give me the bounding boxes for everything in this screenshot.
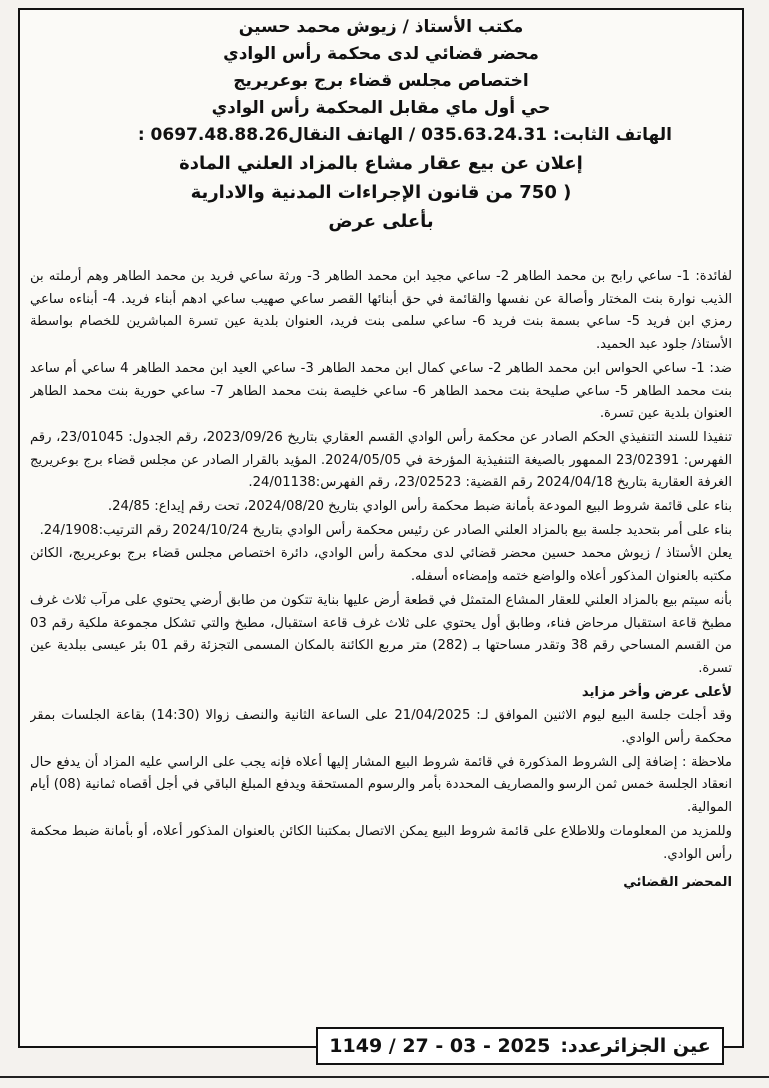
announcement-frame — [18, 8, 744, 1048]
jurisdiction: اختصاص مجلس قضاء برج بوعريريج — [233, 71, 529, 91]
bailiff-role: محضر قضائي لدى محكمة رأس الوادي — [223, 44, 539, 64]
announcement-header — [20, 14, 742, 236]
bottom-divider — [0, 1076, 769, 1078]
session-date-paragraph: وقد أجلت جلسة البيع ليوم الاثنين الموافق لـ: 21/04/2025 على الساعة الثانية والنصف زوالا (14:30) بقاعة الجلسات بمقر محكمة رأس الوادي. — [30, 708, 732, 747]
office-address: حي أول ماي مقابل المحكمة رأس الوادي — [211, 98, 551, 118]
signature: المحضر القضائي — [623, 875, 732, 891]
court-order-paragraph: بناء على أمر بتحديد جلسة بيع بالمزاد العلني الصادر عن رئيس محكمة رأس الوادي بتاريخ 2024/10/24 رقم الترتيب:24/1908. — [39, 522, 732, 538]
newspaper-issue-box — [316, 1027, 724, 1065]
contact-paragraph: وللمزيد من المعلومات وللاطلاع على قائمة شروط البيع يمكن الاتصال بمكتبنا الكائن بالعنوان المذكور أعلاه، أو بأمانة ضبط محكمة رأس الوادي. — [30, 823, 732, 862]
highest-bid-line: لأعلى عرض وأخر مزايد — [581, 684, 732, 700]
announcement-title-2: ( 750 من قانون الإجراءات المدنية والادارية — [190, 182, 572, 203]
announcement-title-1: إعلان عن بيع عقار مشاع بالمزاد العلني المادة — [179, 153, 583, 174]
issue-number-date: 1149 / 27 - 03 - 2025 — [329, 1035, 551, 1057]
newspaper-name: عين الجزائرعدد: — [560, 1035, 711, 1057]
sale-conditions-paragraph: بناء على قائمة شروط البيع المودعة بأمانة ضبط محكمة رأس الوادي بتاريخ 2024/08/20، تحت رقم إيداع: 24/85. — [107, 499, 732, 515]
office-name: مكتب الأستاذ / زيوش محمد حسين — [238, 17, 524, 37]
execution-title-paragraph: تنفيذا للسند التنفيذي الحكم الصادر عن محكمة رأس الوادي القسم العقاري بتاريخ 2023/09/26، رقم الجدول: 23/01045، رقم الفهرس: 23/02391 الممهور بالصيغة التنفيذية المؤرخة في 2024/05/05. المؤيد بالقرار الصادر عن مجلس قضاء برج بوعريريج الغرفة العقارية بتاريخ 2024/04/18 رقم القضية: 23/02523، رقم الفهرس:24/01138. — [30, 429, 732, 491]
announcement-body — [30, 266, 732, 1046]
bailiff-announcement-paragraph: يعلن الأستاذ / زيوش محمد حسين محضر قضائي لدى محكمة رأس الوادي، دائرة اختصاص مجلس قضاء برج بوعريريج، الكائن مكتبه بالعنوان المذكور أعلاه والواضع ختمه وإمضاءه أسفله. — [30, 546, 732, 585]
note-paragraph: ملاحظة : إضافة إلى الشروط المذكورة في قائمة شروط البيع المشار إليها أعلاه فإنه يجب على الراسي عليه المزاد أن يدفع حال انعقاد الجلسة خمس ثمن الرسو والمصاريف المحددة بأمر والرسوم المستحقة ويدفع المبلغ الباقي في أجل أقصاه ثمانية (08) أيام الموالية. — [30, 754, 732, 816]
beneficiaries-paragraph: لفائدة: 1- ساعي رابح بن محمد الطاهر 2- ساعي مجيد ابن محمد الطاهر 3- ورثة ساعي فريد بن محمد الطاهر وهم أرملته بن الذيب نوارة بنت المختار وأصالة عن نفسها والقائمة في حق أبنائها القصر ساعي صهيب ساعي ادهم أبناء فريد. 4- أبناءه ساعي رمزي ابن فريد 5- ساعي بسمة بنت فريد 6- ساعي سلمى بنت فريد، العنوان بلدية عين تسرة المباشرين للخصام بواسطة الأستاذ/ جلود عبد الحميد. — [30, 269, 732, 353]
defendants-paragraph: ضد: 1- ساعي الحواس ابن محمد الطاهر 2- ساعي كمال ابن محمد الطاهر 3- ساعي العيد ابن محمد الطاهر 4 ساعي أم ساعد بنت محمد الطاهر 5- ساعي صليحة بنت محمد الطاهر 6- ساعي خليصة بنت محمد الطاهر 7- ساعي حورية بنت محمد الطاهر العنوان بلدية عين تسرة. — [30, 360, 732, 422]
phone-numbers: الهاتف الثابت: 035.63.24.31 / الهاتف النقال0697.48.88.26 : — [137, 125, 672, 145]
announcement-title-3: بأعلى عرض — [328, 211, 434, 232]
property-description-paragraph: بأنه سيتم بيع بالمزاد العلني للعقار المشاع المتمثل في قطعة أرض عليها بناية تتكون من طابق أرضي يحتوي على مرآب ثلاث غرف مطبخ قاعة استقبال مرحاض فناء، وطابق أول يحتوي على ثلاث غرف قاعة استقبال، مطبخ والتي تشكل مجموعة ملكية رقم 03 من القسم المساحي رقم 38 وتقدر مساحتها بـ (282) متر مربع الكائنة بالمكان المسمى التجزئة رقم 01 بئر عيسى ببلدية عين تسرة. — [30, 592, 732, 676]
